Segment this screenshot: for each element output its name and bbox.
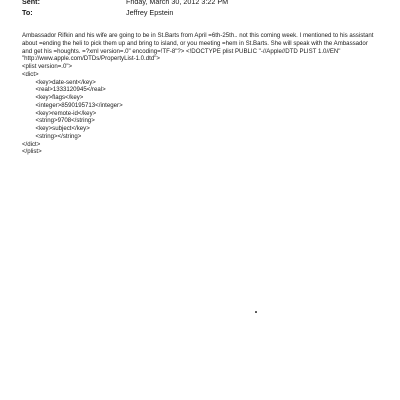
- stray-mark: [255, 311, 257, 313]
- plist-line: </plist>: [22, 148, 42, 156]
- sent-date: Friday, March 30, 2012 3:22 PM: [126, 0, 229, 6]
- plist-line: </dict>: [22, 140, 41, 148]
- plist-line: <key>remote-id</key>: [22, 109, 97, 117]
- sent-label: Sent:: [22, 0, 40, 6]
- to-label: To:: [22, 8, 33, 17]
- plist-line: <real>1333120945</real>: [22, 86, 106, 94]
- plist-line: <integer>8590195713</integer>: [22, 101, 123, 109]
- email-body: [22, 32, 378, 156]
- plist-line: <key>flags</key>: [22, 94, 84, 101]
- plist-line: <plist version=.0">: [22, 63, 73, 70]
- to-recipient: Jeffrey Epstein: [126, 8, 174, 17]
- plist-line: <string></string>: [22, 132, 82, 140]
- plist-line: <string>9708</string>: [22, 117, 95, 125]
- plist-line: <dict>: [22, 70, 39, 78]
- plist-line: <key>date-sent</key>: [22, 78, 96, 86]
- body-paragraph: Ambassador Rifkin and his wife are going to be in St.Barts from April =6th-25th.. not this coming week. I mentioned to his assistant about =ending the heli to pick them up and bring to island, or you meeting =hem in St.Barts. She will speak with the Ambassador and get his =houghts. =?xml version=.0" encoding=!TF-8"?> <!DOCTYPE plist PUBLIC "-//Apple//DTD PLIST 1.0//EN" "http://www.apple.com/DTDs/PropertyList-1.0.dtd">: [22, 32, 376, 63]
- plist-line: <key>subject</key>: [22, 125, 90, 132]
